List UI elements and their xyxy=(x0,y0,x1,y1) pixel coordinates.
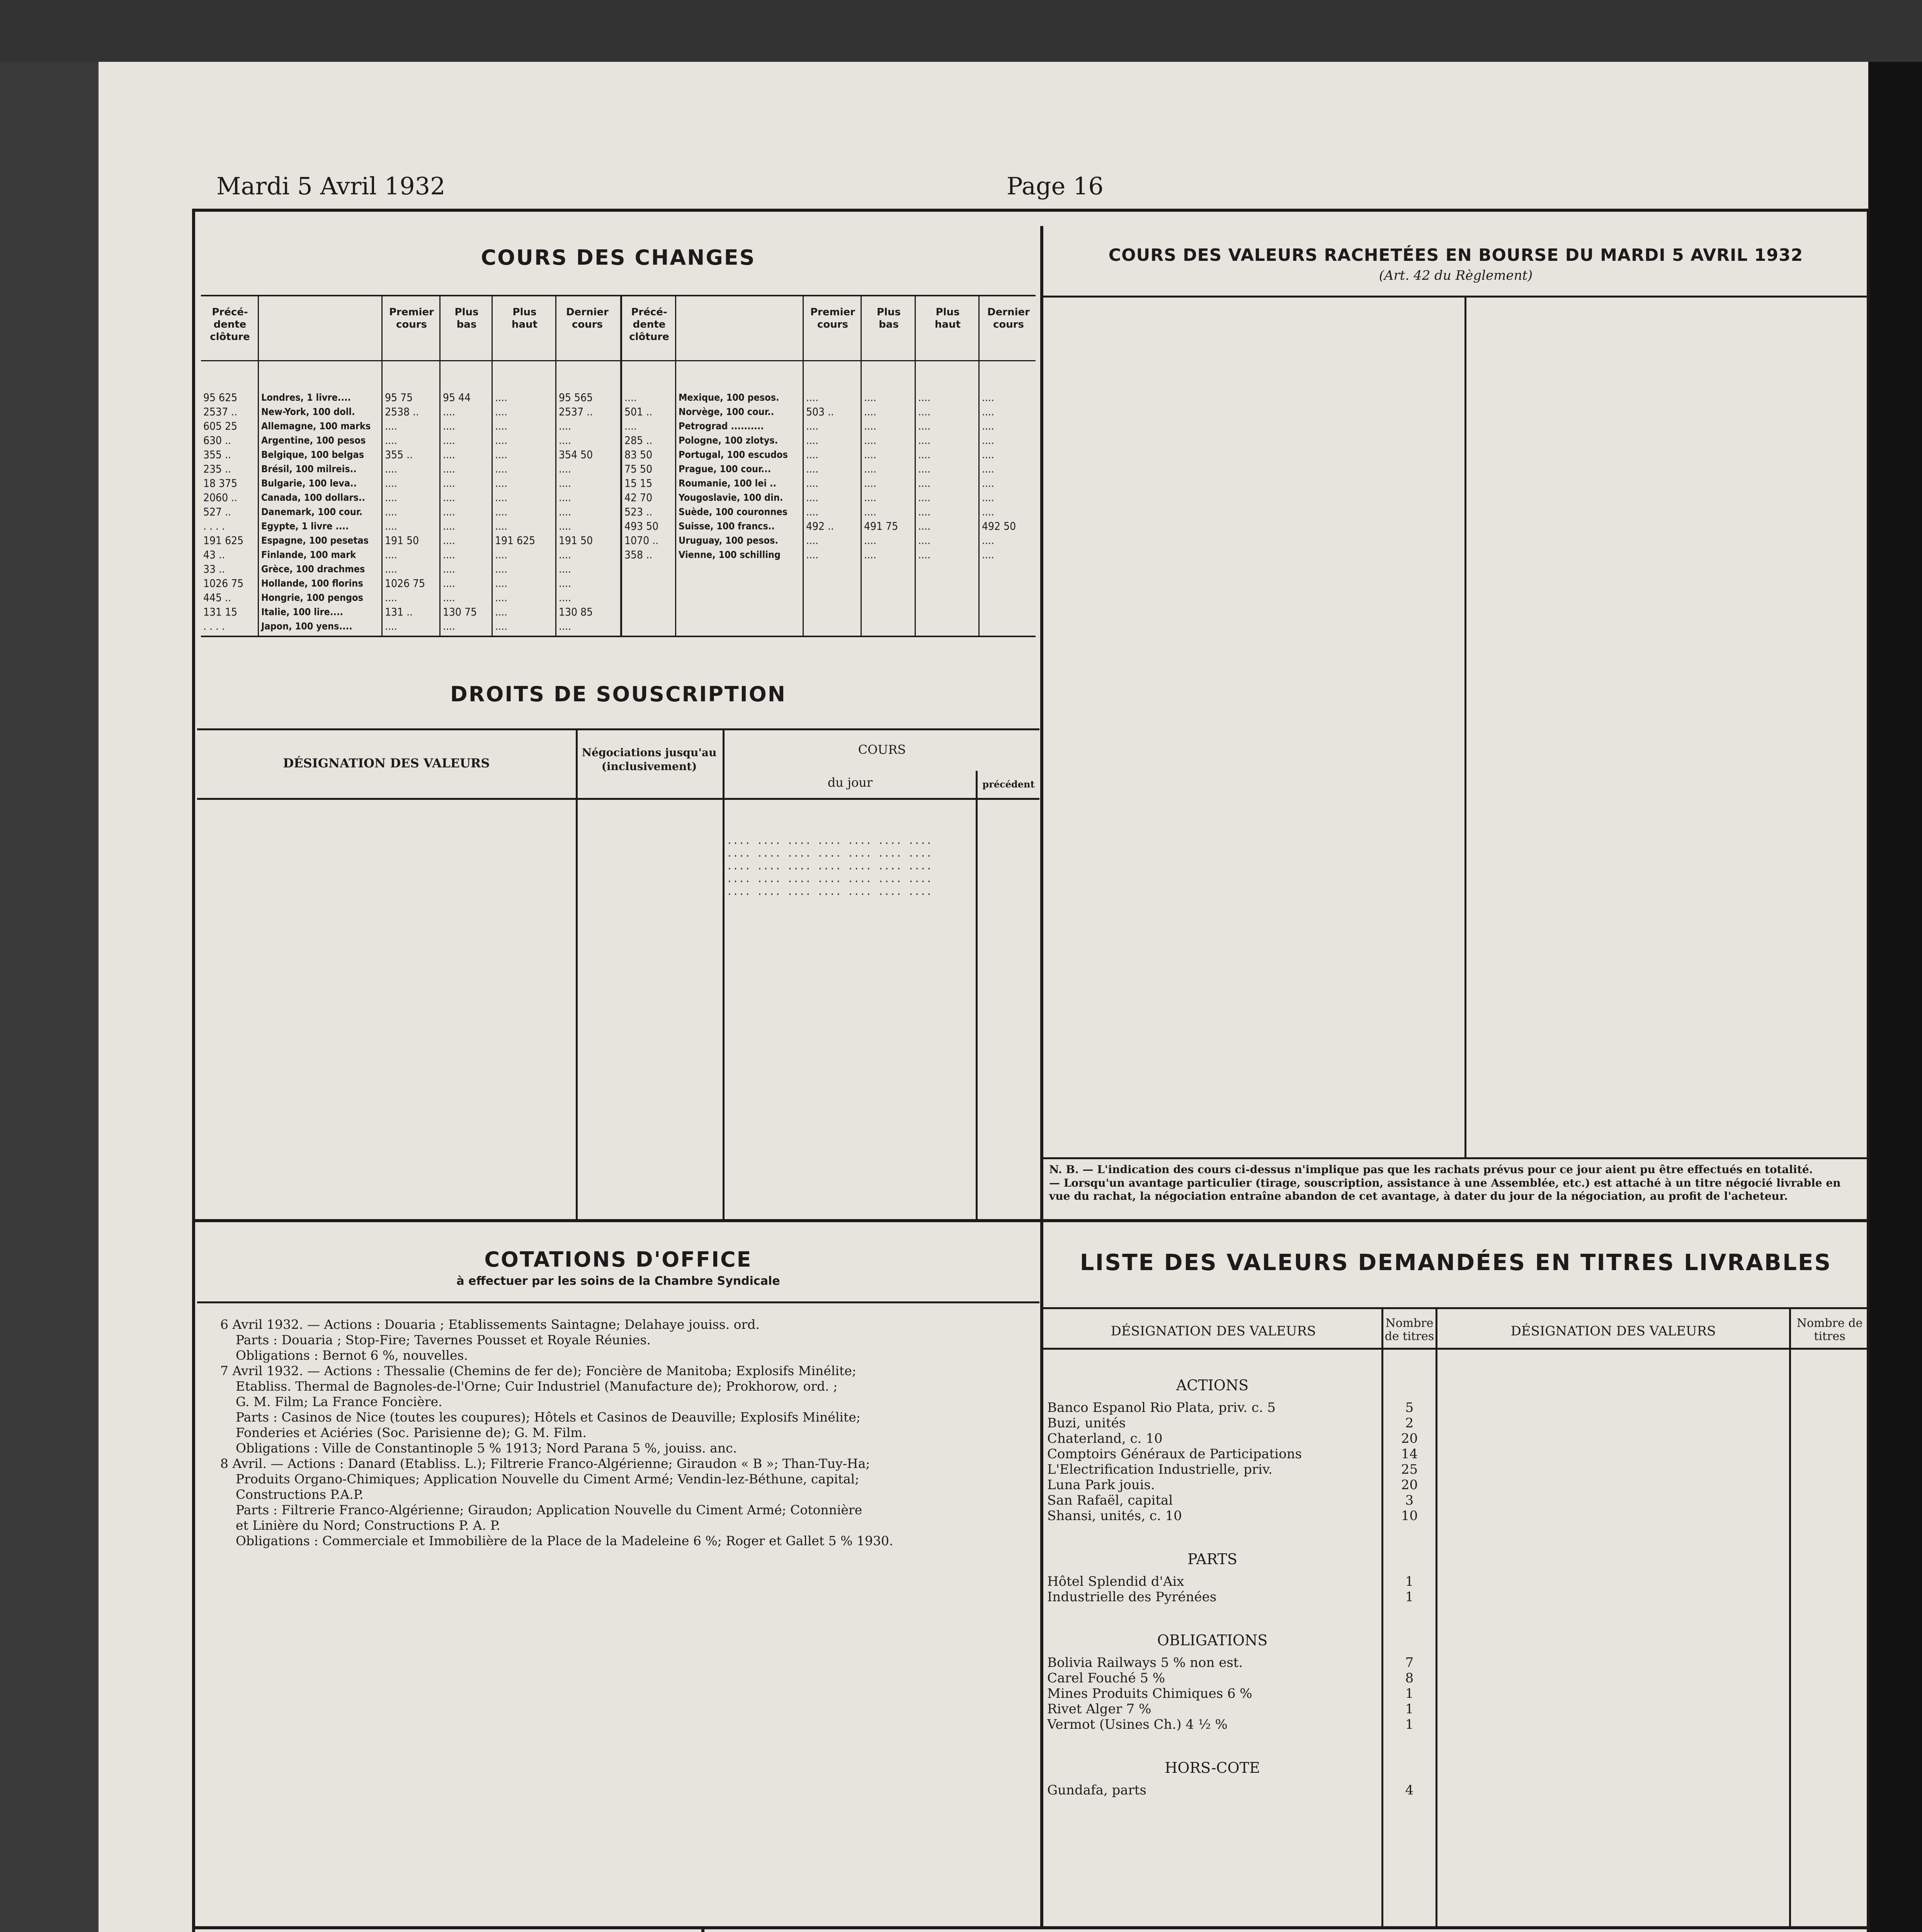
liste-item-count: 1 xyxy=(1405,1701,1414,1717)
liste-item-count: 1 xyxy=(1405,1686,1414,1701)
changes-cell: Brésil, 100 milreis.. xyxy=(261,463,357,474)
changes-cell: .... xyxy=(495,420,507,432)
changes-cell: .... xyxy=(443,505,455,518)
changes-cell: .... xyxy=(385,434,397,447)
changes-cell: 2537 .. xyxy=(203,405,238,418)
changes-cell: .... xyxy=(443,448,455,461)
changes-cell: .... xyxy=(918,534,930,547)
changes-cell: Japon, 100 yens.... xyxy=(261,621,352,632)
changes-cell: .... xyxy=(559,491,571,504)
liste-item-count: 25 xyxy=(1401,1462,1418,1477)
changes-cell: .... xyxy=(443,563,455,575)
liste-item-count: 7 xyxy=(1405,1655,1414,1670)
changes-col-line xyxy=(978,296,980,636)
cotations-line: G. M. Film; La France Foncière. xyxy=(236,1394,442,1409)
changes-cell: 95 44 xyxy=(443,391,471,404)
changes-cell: 527 .. xyxy=(203,505,231,518)
changes-cell: .... xyxy=(443,477,455,490)
souscription-col-designation: DÉSIGNATION DES VALEURS xyxy=(283,756,490,770)
changes-cell: 523 .. xyxy=(624,505,653,518)
liste-item-name: Buzi, unités xyxy=(1047,1415,1126,1431)
cotations-line: 6 Avril 1932. — Actions : Douaria ; Etablissements Saintagne; Delahaye jouiss. ord. xyxy=(220,1317,760,1332)
changes-cell: .... xyxy=(806,420,818,432)
changes-col-header: Précé- dente clôture xyxy=(629,306,669,343)
changes-cell: Espagne, 100 pesetas xyxy=(261,535,369,546)
changes-cell: .... xyxy=(559,591,571,604)
changes-cell: .... xyxy=(385,491,397,504)
changes-cell: .... xyxy=(864,505,876,518)
changes-title: COURS DES CHANGES xyxy=(481,245,756,270)
changes-cell: Allemagne, 100 marks xyxy=(261,420,371,432)
changes-cell: Londres, 1 livre.... xyxy=(261,392,351,403)
changes-cell: .... xyxy=(806,505,818,518)
changes-col-header: Précé- dente clôture xyxy=(210,306,250,343)
changes-cell: .... xyxy=(385,420,397,432)
liste-item-count: 8 xyxy=(1405,1670,1414,1686)
changes-cell: Italie, 100 lire.... xyxy=(261,606,344,617)
changes-cell: .... xyxy=(495,548,507,561)
changes-cell: .... xyxy=(495,448,507,461)
changes-cell: .... xyxy=(559,420,571,432)
changes-cell: 18 375 xyxy=(203,477,238,490)
liste-item-count: 5 xyxy=(1405,1400,1414,1415)
changes-col-header: Plus haut xyxy=(935,306,961,330)
changes-cell: 235 .. xyxy=(203,463,231,475)
changes-cell: 130 85 xyxy=(559,605,593,618)
rappels-panel xyxy=(197,1929,701,1932)
rachetees-nb2: — Lorsqu'un avantage particulier (tirage, souscription, assistance à une Assemblée, etc.) est attaché à un titre négocié livrable en vue du rachat, la négociation entraîne abandon de cet avantage, à dater du jour de la négociation, au profit de l'acheteur. xyxy=(1049,1177,1841,1202)
cotations-line: Parts : Douaria ; Stop-Fire; Tavernes Pousset et Royale Réunies. xyxy=(236,1332,651,1347)
liste-item-name: Rivet Alger 7 % xyxy=(1047,1701,1151,1717)
changes-header-line xyxy=(201,360,1036,361)
rachetees-panel xyxy=(1043,226,1868,1219)
liste-item-count: 10 xyxy=(1401,1508,1418,1524)
changes-cell: 191 50 xyxy=(385,534,419,547)
liste-item-name: San Rafaël, capital xyxy=(1047,1493,1173,1508)
liste-item-count: 1 xyxy=(1405,1589,1414,1605)
changes-cell: .... xyxy=(918,520,930,532)
changes-cell: 1070 .. xyxy=(624,534,659,547)
souscription-panel xyxy=(197,659,1039,1219)
liste-section-label: HORS-COTE xyxy=(1165,1759,1260,1776)
changes-cell: .... xyxy=(864,391,876,404)
changes-cell: Petrograd .......... xyxy=(679,420,764,432)
changes-cell: 2537 .. xyxy=(559,405,593,418)
changes-cell: .... xyxy=(495,520,507,532)
changes-cell: .... xyxy=(443,405,455,418)
changes-col-header: Premier cours xyxy=(389,306,434,330)
changes-cell: .... xyxy=(624,420,637,432)
liste-col-nombre-right: Nombre de titres xyxy=(1796,1316,1863,1343)
liste-item-name: Mines Produits Chimiques 6 % xyxy=(1047,1686,1252,1701)
changes-cell: .... xyxy=(495,477,507,490)
liste-item-name: Luna Park jouis. xyxy=(1047,1477,1155,1493)
changes-col-header: Plus bas xyxy=(454,306,479,330)
liste-item-count: 20 xyxy=(1401,1477,1418,1493)
changes-cell: .... xyxy=(559,434,571,447)
scan-left-edge xyxy=(0,62,99,1932)
cotations-line: Parts : Casinos de Nice (toutes les coupures); Hôtels et Casinos de Deauville; Explosifs Minélite; xyxy=(236,1410,861,1425)
liste-section-label: ACTIONS xyxy=(1176,1377,1249,1394)
bottom-column-divider xyxy=(701,1929,704,1932)
changes-cell: . . . . xyxy=(203,620,225,633)
changes-cell: 75 50 xyxy=(624,463,653,475)
rachetees-title: COURS DES VALEURS RACHETÉES EN BOURSE DU MARDI 5 AVRIL 1932 xyxy=(1108,245,1803,265)
liste-item-name: Carel Fouché 5 % xyxy=(1047,1670,1165,1686)
changes-cell: .... xyxy=(864,448,876,461)
changes-cell: .... xyxy=(806,448,818,461)
liste-item-count: 1 xyxy=(1405,1574,1414,1589)
changes-cell: .... xyxy=(443,420,455,432)
changes-col-line xyxy=(258,296,259,636)
changes-cell: .... xyxy=(559,520,571,532)
changes-cell: .... xyxy=(982,420,994,432)
cotations-line: Parts : Filtrerie Franco-Algérienne; Giraudon; Application Nouvelle du Ciment Armé; Cotonnière xyxy=(236,1502,862,1517)
changes-col-line xyxy=(915,296,916,636)
changes-cell: Norvège, 100 cour.. xyxy=(679,406,774,417)
changes-cell: Argentine, 100 pesos xyxy=(261,435,366,446)
cotations-line: Obligations : Bernot 6 %, nouvelles. xyxy=(236,1348,468,1363)
changes-cell: Mexique, 100 pesos. xyxy=(679,392,779,403)
changes-cell: .... xyxy=(982,491,994,504)
changes-cell: .... xyxy=(443,548,455,561)
cotations-line: Fonderies et Aciéries (Soc. Parisienne de); G. M. Film. xyxy=(236,1425,587,1440)
changes-cell: .... xyxy=(495,434,507,447)
changes-cell: .... xyxy=(806,534,818,547)
liste-item-name: Comptoirs Généraux de Participations xyxy=(1047,1446,1302,1462)
changes-cell: 95 565 xyxy=(559,391,593,404)
changes-cell: 493 50 xyxy=(624,520,659,532)
changes-cell: .... xyxy=(864,463,876,475)
changes-cell: 605 25 xyxy=(203,420,238,432)
changes-cell: New-York, 100 doll. xyxy=(261,406,355,417)
changes-cell: Roumanie, 100 lei .. xyxy=(679,478,777,489)
lower-row-divider xyxy=(195,1926,1870,1929)
changes-cell: Hongrie, 100 pengos xyxy=(261,592,363,603)
changes-cell: .... xyxy=(495,577,507,590)
liste-item-count: 4 xyxy=(1405,1782,1414,1798)
changes-cell: Finlande, 100 mark xyxy=(261,549,356,560)
changes-cell: .... xyxy=(559,563,571,575)
changes-cell: .... xyxy=(918,477,930,490)
changes-cell: .... xyxy=(864,434,876,447)
changes-cell: .... xyxy=(918,505,930,518)
changes-cell: Portugal, 100 escudos xyxy=(679,449,788,460)
changes-cell: 2060 .. xyxy=(203,491,238,504)
changes-cell: .... xyxy=(495,605,507,618)
souscription-col-negociations: Négociations jusqu'au (inclusivement) xyxy=(582,746,717,773)
changes-cell: .... xyxy=(918,391,930,404)
liste-item-name: Gundafa, parts xyxy=(1047,1782,1146,1798)
changes-cell: 355 .. xyxy=(385,448,413,461)
changes-mid-line xyxy=(620,296,622,636)
changes-cell: 95 625 xyxy=(203,391,238,404)
changes-cell: 191 50 xyxy=(559,534,593,547)
changes-cell: 492 50 xyxy=(982,520,1016,532)
liste-item-count: 1 xyxy=(1405,1717,1414,1732)
changes-cell: Vienne, 100 schilling xyxy=(679,549,781,560)
rachetees-nb: N. B. — L'indication des cours ci-dessus n'implique pas que les rachats prévus pour ce jour aient pu être effectués en totalité. xyxy=(1049,1163,1813,1176)
changes-cell: .... xyxy=(982,405,994,418)
top-column-divider xyxy=(1040,226,1043,1926)
souscription-title: DROITS DE SOUSCRIPTION xyxy=(450,682,786,706)
liste-item-count: 14 xyxy=(1401,1446,1418,1462)
changes-cell: .... xyxy=(385,620,397,633)
changes-cell: 285 .. xyxy=(624,434,653,447)
changes-cell: 355 .. xyxy=(203,448,231,461)
liste-item-name: Vermot (Usines Ch.) 4 ½ % xyxy=(1047,1717,1228,1732)
changes-cell: .... xyxy=(495,505,507,518)
changes-col-header: Plus haut xyxy=(512,306,537,330)
changes-cell: 354 50 xyxy=(559,448,593,461)
liste-item-name: Shansi, unités, c. 10 xyxy=(1047,1508,1182,1524)
changes-cell: .... xyxy=(495,591,507,604)
changes-col-line xyxy=(675,296,676,636)
cotations-line: 8 Avril. — Actions : Danard (Etabliss. L.); Filtrerie Franco-Algérienne; Giraudon « B »; Than-Tuy-Ha; xyxy=(220,1456,870,1471)
liste-col-designation: DÉSIGNATION DES VALEURS xyxy=(1111,1323,1316,1339)
changes-cell: .... xyxy=(864,491,876,504)
liste-item-count: 2 xyxy=(1405,1415,1414,1431)
changes-cell: Egypte, 1 livre .... xyxy=(261,520,349,532)
changes-cell: .... xyxy=(559,477,571,490)
changes-cell: 445 .. xyxy=(203,591,231,604)
changes-cell: 83 50 xyxy=(624,448,653,461)
changes-cell: .... xyxy=(918,405,930,418)
liste-col-designation-right: DÉSIGNATION DES VALEURS xyxy=(1510,1323,1716,1339)
liste-item-count: 3 xyxy=(1405,1493,1414,1508)
changes-cell: .... xyxy=(864,420,876,432)
changes-cell: 492 .. xyxy=(806,520,834,532)
demandees-panel xyxy=(704,1929,1868,1932)
changes-col-line xyxy=(861,296,862,636)
middle-row-divider xyxy=(195,1219,1870,1222)
changes-cell: 131 15 xyxy=(203,605,238,618)
souscription-placeholder-dots: .... .... .... .... .... .... .... .... .... .... .... .... .... .... .... .... .... .... .... .... .... .... .... .... .... .... .... .... .... .... .... .... .... .... .... xyxy=(726,835,932,898)
changes-cell: .... xyxy=(385,520,397,532)
changes-cell: .... xyxy=(385,548,397,561)
souscription-col-jour: du jour xyxy=(827,775,873,790)
scan-top-edge xyxy=(0,0,1922,62)
changes-cell: .... xyxy=(918,491,930,504)
changes-cell: .... xyxy=(443,620,455,633)
changes-cell: .... xyxy=(495,463,507,475)
changes-cell: .... xyxy=(806,434,818,447)
changes-cell: .... xyxy=(982,463,994,475)
changes-cell: .... xyxy=(559,620,571,633)
liste-section-label: PARTS xyxy=(1187,1551,1237,1568)
changes-cell: 130 75 xyxy=(443,605,477,618)
changes-cell: .... xyxy=(443,491,455,504)
changes-cell: Suisse, 100 francs.. xyxy=(679,520,775,532)
changes-cell: .... xyxy=(385,477,397,490)
changes-cell: Pologne, 100 zlotys. xyxy=(679,435,778,446)
changes-cell: .... xyxy=(495,620,507,633)
liste-panel xyxy=(1043,1222,1868,1926)
page-date: Mardi 5 Avril 1932 xyxy=(216,172,446,200)
cotations-line: et Linière du Nord; Constructions P. A. P. xyxy=(236,1518,500,1533)
changes-cell: .... xyxy=(918,448,930,461)
changes-cell: Yougoslavie, 100 din. xyxy=(679,492,783,503)
changes-cell: Grèce, 100 drachmes xyxy=(261,563,365,575)
liste-item-name: Hôtel Splendid d'Aix xyxy=(1047,1574,1184,1589)
cotations-line: 7 Avril 1932. — Actions : Thessalie (Chemins de fer de); Foncière de Manitoba; Explosifs Minélite; xyxy=(220,1363,856,1378)
changes-cell: .... xyxy=(806,463,818,475)
liste-col-nombre: Nombre de titres xyxy=(1385,1316,1434,1343)
changes-cell: Uruguay, 100 pesos. xyxy=(679,535,778,546)
changes-col-header: Plus bas xyxy=(877,306,901,330)
cotations-subtitle: à effectuer par les soins de la Chambre Syndicale xyxy=(456,1274,780,1288)
changes-cell: Danemark, 100 cour. xyxy=(261,506,362,517)
changes-cell: .... xyxy=(864,548,876,561)
changes-cell: .... xyxy=(918,434,930,447)
changes-cell: .... xyxy=(982,477,994,490)
changes-cell: .... xyxy=(864,405,876,418)
changes-cell: .... xyxy=(982,534,994,547)
changes-cell: 1026 75 xyxy=(385,577,425,590)
cotations-line: Constructions P.A.P. xyxy=(236,1487,364,1502)
cotations-line: Obligations : Commerciale et Immobilière de la Place de la Madeleine 6 %; Roger et Gallet 5 % 1930. xyxy=(236,1533,893,1548)
changes-col-line xyxy=(555,296,556,636)
liste-item-count: 20 xyxy=(1401,1431,1418,1446)
cotations-line: Produits Organo-Chimiques; Application Nouvelle du Ciment Armé; Vendin-lez-Béthune, capital; xyxy=(236,1471,859,1486)
changes-col-header: Premier cours xyxy=(810,306,855,330)
changes-cell: .... xyxy=(806,548,818,561)
changes-cell: .... xyxy=(559,548,571,561)
changes-cell: 43 .. xyxy=(203,548,225,561)
liste-section-label: OBLIGATIONS xyxy=(1157,1632,1268,1649)
changes-cell: .... xyxy=(918,463,930,475)
changes-cell: 630 .. xyxy=(203,434,231,447)
changes-cell: 33 .. xyxy=(203,563,225,575)
changes-cell: .... xyxy=(443,534,455,547)
changes-cell: 501 .. xyxy=(624,405,653,418)
changes-col-header: Dernier cours xyxy=(987,306,1030,330)
changes-cell: 491 75 xyxy=(864,520,898,532)
changes-cell: .... xyxy=(495,491,507,504)
changes-cell: .... xyxy=(864,534,876,547)
changes-cell: .... xyxy=(559,577,571,590)
changes-cell: 191 625 xyxy=(495,534,536,547)
liste-item-name: Chaterland, c. 10 xyxy=(1047,1431,1163,1446)
changes-cell: .... xyxy=(443,591,455,604)
changes-cell: .... xyxy=(982,505,994,518)
changes-cell: Hollande, 100 florins xyxy=(261,578,363,589)
changes-cell: 191 625 xyxy=(203,534,244,547)
changes-cell: 358 .. xyxy=(624,548,653,561)
rachetees-subtitle: (Art. 42 du Règlement) xyxy=(1379,268,1533,283)
changes-cell: .... xyxy=(495,563,507,575)
changes-cell: 503 .. xyxy=(806,405,834,418)
souscription-col-cours: COURS xyxy=(858,742,906,757)
changes-cell: .... xyxy=(864,477,876,490)
changes-cell: .... xyxy=(385,563,397,575)
cotations-title: COTATIONS D'OFFICE xyxy=(484,1247,752,1272)
changes-cell: .... xyxy=(982,448,994,461)
changes-cell: .... xyxy=(559,463,571,475)
changes-cell: .... xyxy=(918,420,930,432)
changes-cell: 2538 .. xyxy=(385,405,419,418)
changes-cell: .... xyxy=(982,548,994,561)
changes-col-line xyxy=(492,296,493,636)
changes-col-line xyxy=(803,296,804,636)
liste-title: LISTE DES VALEURS DEMANDÉES EN TITRES LIVRABLES xyxy=(1080,1249,1832,1276)
changes-cell: Belgique, 100 belgas xyxy=(261,449,364,460)
changes-cell: Prague, 100 cour... xyxy=(679,463,771,474)
cotations-panel xyxy=(197,1222,1039,1926)
scan-right-edge xyxy=(1868,62,1922,1932)
liste-item-name: Banco Espanol Rio Plata, priv. c. 5 xyxy=(1047,1400,1276,1415)
changes-cell: Suède, 100 couronnes xyxy=(679,506,788,517)
changes-cell: Canada, 100 dollars.. xyxy=(261,492,365,503)
changes-cell: .... xyxy=(385,505,397,518)
changes-cell: .... xyxy=(806,491,818,504)
changes-col-line xyxy=(381,296,383,636)
changes-cell: .... xyxy=(385,463,397,475)
changes-cell: .... xyxy=(982,434,994,447)
changes-cell: .... xyxy=(495,405,507,418)
changes-cell: 42 70 xyxy=(624,491,653,504)
changes-cell: .... xyxy=(806,477,818,490)
changes-cell: .... xyxy=(982,391,994,404)
changes-cell: .... xyxy=(495,391,507,404)
changes-cell: .... xyxy=(443,463,455,475)
changes-cell: 95 75 xyxy=(385,391,413,404)
changes-cell: 15 15 xyxy=(624,477,653,490)
changes-cell: 1026 75 xyxy=(203,577,244,590)
changes-cell: .... xyxy=(443,520,455,532)
liste-item-name: Industrielle des Pyrénées xyxy=(1047,1589,1217,1605)
cotations-line: Etabliss. Thermal de Bagnoles-de-l'Orne; Cuir Industriel (Manufacture de); Prokhorow, ord. ; xyxy=(236,1379,838,1394)
changes-cell: .... xyxy=(559,505,571,518)
changes-cell: .... xyxy=(918,548,930,561)
changes-cell: . . . . xyxy=(203,520,225,532)
changes-cell: .... xyxy=(806,391,818,404)
changes-cell: .... xyxy=(443,577,455,590)
liste-item-name: Bolivia Railways 5 % non est. xyxy=(1047,1655,1243,1670)
liste-item-name: L'Electrification Industrielle, priv. xyxy=(1047,1462,1272,1477)
souscription-col-precedent: précédent xyxy=(982,779,1035,790)
changes-col-line xyxy=(439,296,441,636)
changes-cell: .... xyxy=(385,591,397,604)
changes-cell: Bulgarie, 100 leva.. xyxy=(261,478,357,489)
changes-col-header: Dernier cours xyxy=(566,306,609,330)
cotations-line: Obligations : Ville de Constantinople 5 % 1913; Nord Parana 5 %, jouiss. anc. xyxy=(236,1440,737,1456)
page-number: Page 16 xyxy=(1007,172,1104,200)
changes-cell: 131 .. xyxy=(385,605,413,618)
changes-cell: .... xyxy=(443,434,455,447)
changes-cell: .... xyxy=(624,391,637,404)
